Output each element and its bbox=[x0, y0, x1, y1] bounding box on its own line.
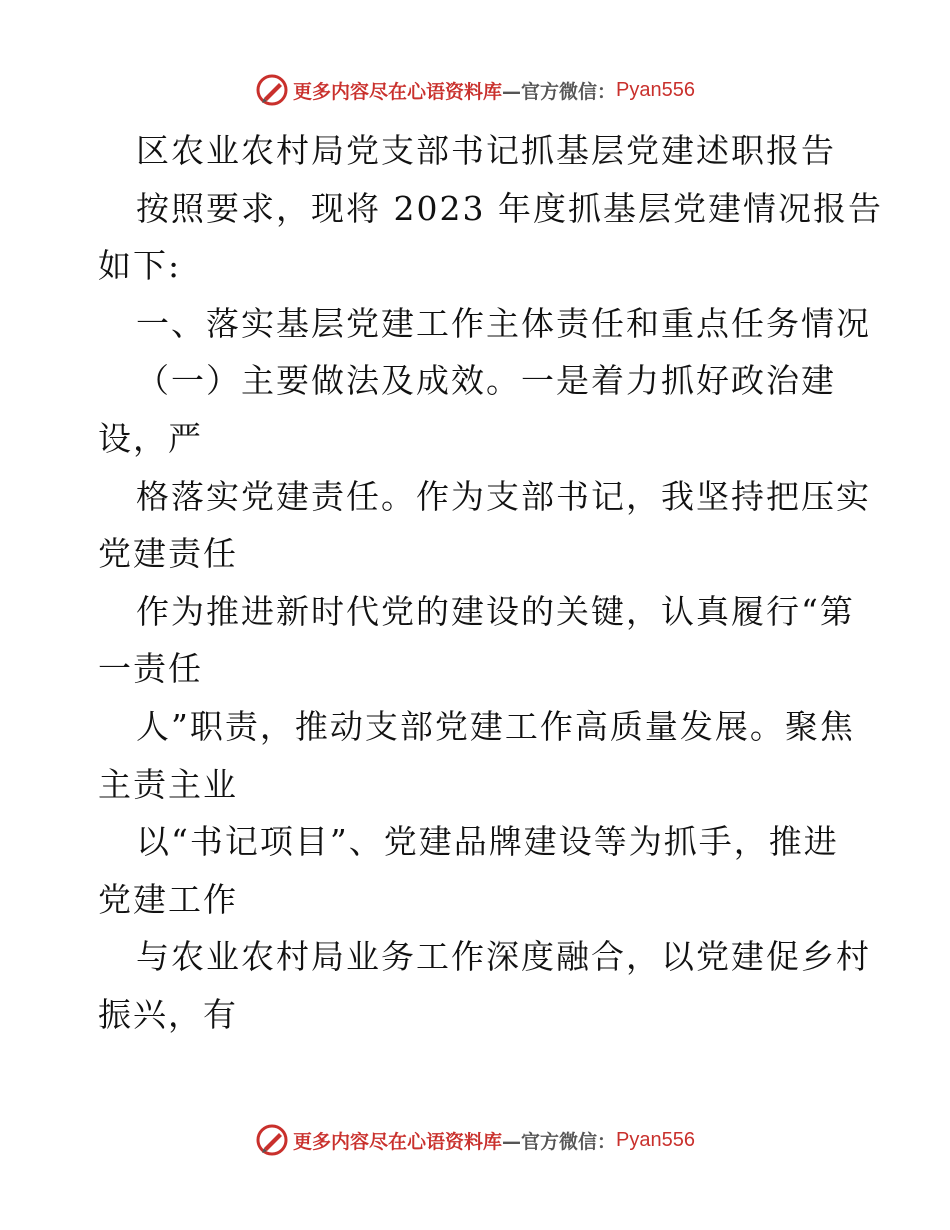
banner-wechat-id: Pyan556 bbox=[616, 78, 695, 101]
document-line: 作为推进新时代党的建设的关键，认真履行“第 bbox=[136, 591, 855, 631]
document-line: 以“书记项目”、党建品牌建设等为抓手，推进 bbox=[136, 822, 839, 862]
banner-gray-text: —官方微信： bbox=[502, 80, 617, 103]
document-line: 设，严 bbox=[98, 418, 203, 458]
header-watermark-banner bbox=[0, 70, 950, 110]
pen-logo-icon bbox=[255, 1123, 289, 1157]
document-line: 一责任 bbox=[98, 649, 203, 689]
banner-red-text: 更多内容尽在心语资料库 bbox=[293, 80, 503, 103]
footer-watermark-banner bbox=[0, 1120, 950, 1160]
document-line: 如下: bbox=[98, 246, 182, 286]
banner-wechat-id: Pyan556 bbox=[616, 1128, 695, 1151]
document-line: 区农业农村局党支部书记抓基层党建述职报告 bbox=[136, 131, 836, 170]
document-line: 主责主业 bbox=[98, 764, 238, 804]
banner-red-text: 更多内容尽在心语资料库 bbox=[293, 1130, 503, 1153]
document-line: （一）主要做法及成效。一是着力抓好政治建 bbox=[136, 361, 836, 401]
document-line: 按照要求，现将 2023 年度抓基层党建情况报告 bbox=[136, 188, 883, 228]
document-line: 党建工作 bbox=[98, 879, 238, 919]
document-line: 格落实党建责任。作为支部书记，我坚持把压实 bbox=[136, 476, 871, 516]
document-body bbox=[98, 122, 883, 1044]
pen-logo-icon bbox=[255, 73, 289, 107]
document-line: 党建责任 bbox=[98, 534, 238, 574]
document-line: 人”职责，推动支部党建工作高质量发展。聚焦 bbox=[136, 706, 855, 746]
document-line: 一、落实基层党建工作主体责任和重点任务情况 bbox=[136, 303, 871, 343]
banner-gray-text: —官方微信： bbox=[502, 1130, 617, 1153]
document-line: 振兴，有 bbox=[98, 994, 238, 1034]
document-line: 与农业农村局业务工作深度融合，以党建促乡村 bbox=[136, 937, 871, 977]
